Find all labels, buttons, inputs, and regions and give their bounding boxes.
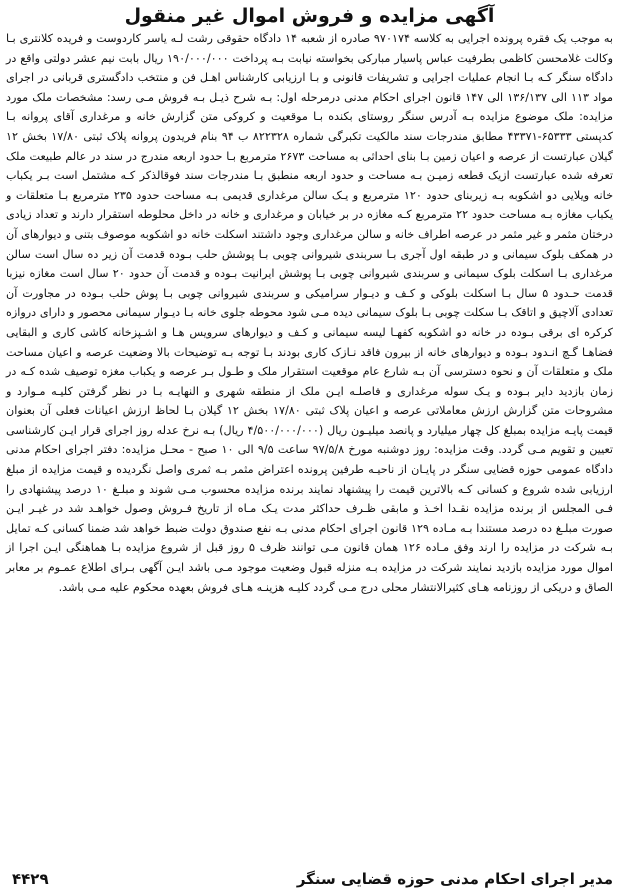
notice-body: به موجب یک فقره پرونده اجرایی به کلاسه ۹۷۰۱۷۴ صادره از شعبه ۱۴ دادگاه حقوقی رشت لـه یاسر کاردوست و فریده کلانتری بـا وکالت غلامحسن کاظمی بطرفیت عباس پاسیار مبارکی بخواسته نیابت بـه پرداخت ۱۹۰/۰۰۰/۰۰۰ ریال بابت نیم عشر دولتی واقع در دادگاه سنگر کـه بـا انجام عملیات اجرایی و تشریفات قانونی و بـا ارزیابی کارشناس اهـل فن و منتخب دادگستری قربانی در اجرای مواد ۱۱۳ الی ۱۳۶/۱۳۷ الی ۱۴۷ قانون اجرای احکام مدنی درمرحله اول: بـه شرح ذیـل بـه فروش مـی رسد: مشخصات ملک مورد مزایده: ملک موضوع مزایده بـه آدرس سنگر روستای بکنده بـا موقعیت و کروکی متن گزارش خانه و مرغداری آقای پروانه بـا کدپستی ۶۵۳۳۳-۴۳۳۷۱ مطابق مندرجات سند مالکیت تکبرگی شماره ۸۲۲۳۲۸ ب ۹۴ بنام فریدون پروانه پلاک ثبتی ۱۷/۸۰ بخش ۱۲ گیلان عبارتست از عرصه و اعیان زمین بـا بنای احداثی به مساحت ۲۶۷۳ مترمربع بـا حدود اربعه مندرج در سند در عالم طبیعت ملک تعرفه شده عبارتست ازیک قطعه زمیـن بـه مساحت و حدود اربعه منطبق بـا مندرجات سند فوقالذکر کـه مشتمل است بـر یکباب خانه ویلایی دو اشکوبه بـه زیربنای حدود ۱۲۰ مترمربع و یـک سالن مرغداری قدیمی بـه مساحت حدود ۲۳۵ مترمربع بـا متعلقات و یکباب مغازه بـه مساحت حدود ۲۲ مترمربع کـه مغازه در بر خیابان و مرغداری و خانه در داخل محلوطه استقرار دارند و تعداد زیادی درختان مثمر و غیر مثمر در عرصه اطراف خانه و سالن مرغداری وجود داشتند اسکلت خانه دو اشکوبه موصوف بتنی و دیوارهای آن در همکف بلوک سیمانی و در طبقه اول آجری بـا سربندی شیروانی چوبی بـا پوشش حلب بـوده قدمت آن زیر ده سال است سالن مرغداری بـا اسکلت بلوک سیمانی و سربندی شیروانی چوبی بـا پوشش ایرانیت بـوده و قدمت آن حدود ۲۰ سال است مغازه نیزبا قدمت حـدود ۵ سال بـا اسکلت بلوکی و کـف و دیـوار سرامیکی و سربندی شیروانی چوبی بـا پوش حلب بـوده در مجاورت آن تعدادی آلاچیق و اتاقک بـا سکلت چوبی بـا بلوک سیمانی دیده مـی شود محوطه جلوی خانه بـا دیـوار سیمانی محصور و دارای دروازه کرکره ای برقی بـوده در خانه دو اشکوبه کفهـا لیسه سیمانی و کـف و دیوارهای سرویس هـا و اشـپزخانه کاشی کاری و البقایی فضاهـا گـچ انـدود بـوده و دیوارهای خانه از بیرون فاقد نـازک کاری بودند بـا توجه بـه توضیحات بالا وضعیت عرصه و اعیان مساحت ملک و متعلقات آن و نحوه دسترسی آن بـه شارع عام موقعیت استقرار ملک و طـول بـر عرصه و یکباب مغزه توصیف شده کـه در زمان بازدید دایر بـوده و یـک سوله مرغداری و فاصلـه ایـن ملک از منطقه شهری و النهایـه بـا در نظر گرفتن کلیـه مـوارد و مشروحات متن گزارش ارزش معاملاتی عرصه و اعیان پلاک ثبتی ۱۷/۸۰ بخش ۱۲ گیلان بـا لحاظ ارزش اعیانات فعلی آن بعنوان قیمت پایـه مزایده بمبلغ کل چهار میلیارد و پانصد میلیـون ریال (۴/۵۰۰/۰۰۰/۰۰۰ ریال) بـه نرخ عدله روز اجرای قرار ایـن کارشناسی تعیین و تقویم مـی گردد. وقت مزایده: روز دوشنبه مورخ ۹۷/۵/۸ ساعت ۹/۵ الی ۱۰ صبح - محـل مزایده: دفتر اجرای احکام مدنی دادگاه عمومی حوزه قضایی سنگر در پایـان از ناحیـه طرفین پرونده اعتراض مثمر بـه ثمری واصل نگردیده و قیمت مزایده از مبلغ ارزیابی شده شروع و کسانی کـه بالاترین قیمت را پیشنهاد نمایند برنده مزایده محسوب مـی شوند و مبلـغ ۱۰ درصد پیشنهادی را فـی المجلس از برنده مزایده نقـدا اخـذ و مابقی ظـرف حداکثر مدت یـک مـاه از تاریخ فـروش وصول خواهـد شد در غیـر ایـن صورت مبلـغ ده درصد مستندا بـه مـاده ۱۲۹ قانون اجرای احکام مدنی بـه نفع صندوق دولت ضبط خواهد شد ضمنا کسانی کـه تمایل بـه شرکت در مزایده را ارند وفق مـاده ۱۲۶ همان قانون مـی توانند ظرف ۵ روز قبل از شروع مزایده بـا هماهنگی ایـن اجرا از اموال مورد مزایده بازدید نمایند شرکت در مزایده بـه منزله قبول وضعیت موجود مـی باشد ایـن آگهی بـرای اطلاع عمـوم بر معابر الصاق و دریکی از روزنامه هـای کثیرالانتشار محلی درج مـی گردد کلیـه هزینـه هـای فروش بعهده محکوم علیه مـی باشد. [6, 32, 614, 594]
notice-footer [4, 862, 615, 888]
auction-notice [4, 3, 615, 892]
notice-title: آگهی مزایده و فروش اموال غیر منقول [124, 5, 495, 27]
issuer-signature: مدیر اجرای احکام مدنی حوزه قضایی سنگر [296, 870, 613, 888]
ad-number: ۴۴۲۹ [12, 870, 49, 888]
